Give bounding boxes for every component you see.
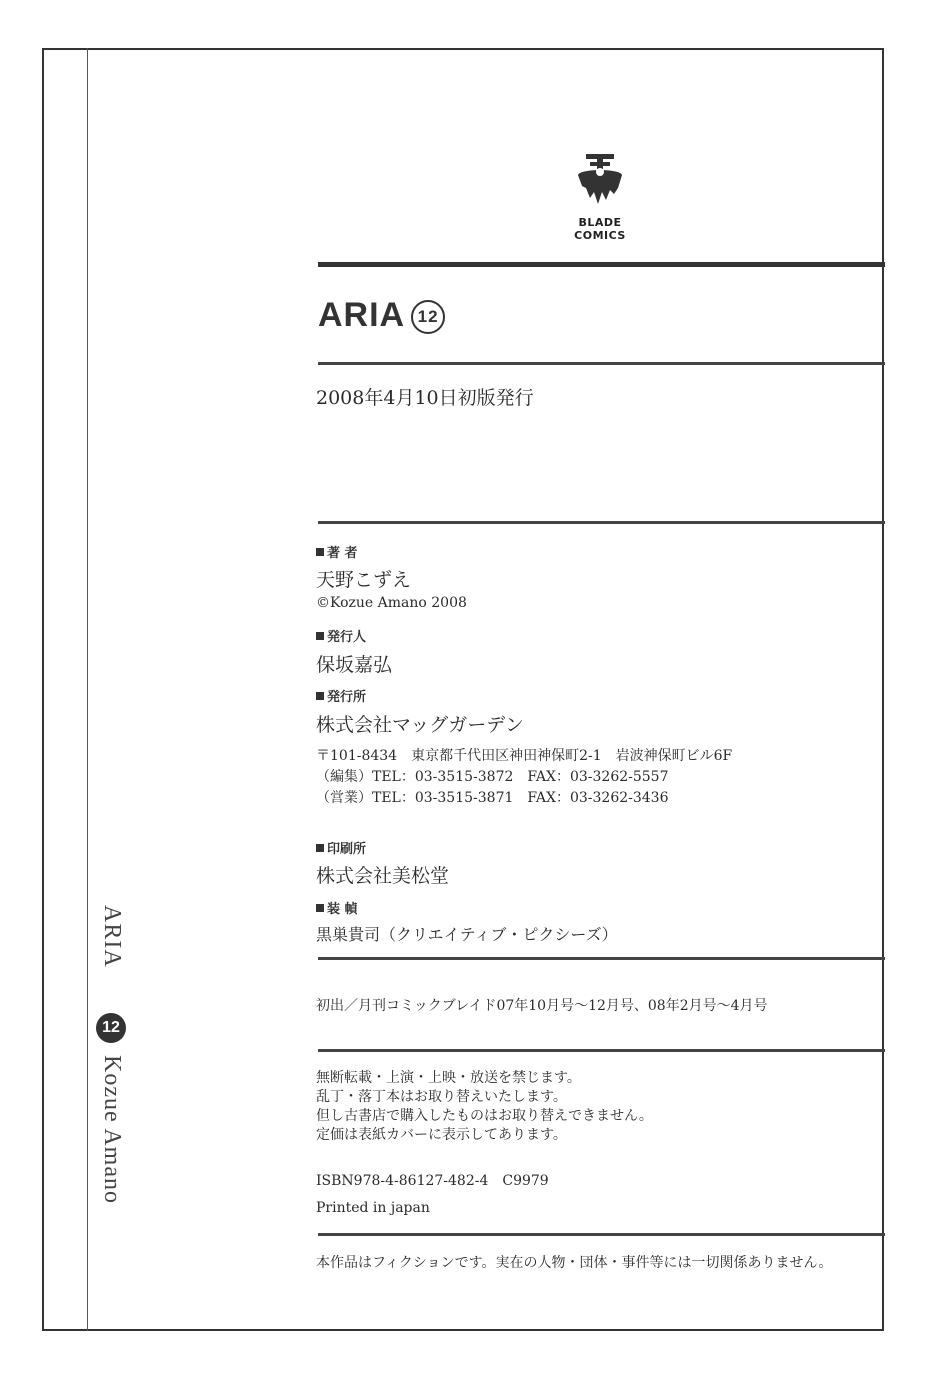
square-bullet-icon xyxy=(316,692,324,700)
square-bullet-icon xyxy=(316,548,324,556)
publisher-company-label: 発行所 xyxy=(316,686,366,705)
spine-author: Kozue Amano xyxy=(99,1055,125,1204)
square-bullet-icon xyxy=(316,904,324,912)
spine-volume-badge: 12 xyxy=(96,1013,126,1043)
design-name: 黒巣貴司（クリエイティブ・ピクシーズ） xyxy=(316,925,618,944)
square-bullet-icon xyxy=(316,632,324,640)
author-label: 著 者 xyxy=(316,542,358,561)
notice-line: 但し古書店で購入したものはお取り替えできません。 xyxy=(316,1108,653,1124)
rule-after-date xyxy=(318,521,885,524)
rule-after-credits xyxy=(318,957,885,960)
square-bullet-icon xyxy=(316,844,324,852)
design-label: 装 幀 xyxy=(316,898,358,917)
spine-title: ARIA xyxy=(99,905,125,968)
publisher-editorial-contact: （編集）TEL：03-3515-3872 FAX：03-3262-5557 xyxy=(316,769,669,785)
author-name: 天野こずえ xyxy=(316,569,412,591)
notice-line: 定価は表紙カバーに表示してあります。 xyxy=(316,1127,567,1143)
isbn: ISBN978-4-86127-482-4 C9979 xyxy=(316,1173,549,1189)
author-copyright: ©Kozue Amano 2008 xyxy=(316,595,467,611)
publisher-company-name: 株式会社マッグガーデン xyxy=(316,714,524,736)
book-title xyxy=(318,296,445,335)
rule-after-title xyxy=(318,362,885,365)
publisher-person-label: 発行人 xyxy=(316,626,366,645)
logo-text-line2: COMICS xyxy=(574,229,626,242)
printer-label: 印刷所 xyxy=(316,838,366,857)
notice-line: 無断転載・上演・上映・放送を禁じます。 xyxy=(316,1070,581,1086)
title-volume-badge: 12 xyxy=(411,300,445,334)
first-appearance: 初出／月刊コミックブレイド07年10月号～12月号、08年2月号～4月号 xyxy=(316,998,768,1014)
rule-after-first-appearance xyxy=(318,1049,885,1052)
publisher-address: 〒101-8434 東京都千代田区神田神保町2-1 岩波神保町ビル6F xyxy=(316,748,733,764)
fiction-notice: 本作品はフィクションです。実在の人物・団体・事件等には一切関係ありません。 xyxy=(316,1255,833,1271)
publisher-person-name: 保坂嘉弘 xyxy=(316,654,393,676)
spine xyxy=(96,905,136,1275)
printer-name: 株式会社美松堂 xyxy=(316,865,450,887)
printed-in: Printed in japan xyxy=(316,1200,430,1216)
spine-divider xyxy=(87,48,88,1331)
title-name: ARIA xyxy=(318,296,406,334)
notice-line: 乱丁・落丁本はお取り替えいたします。 xyxy=(316,1089,567,1105)
publisher-sales-contact: （営業）TEL：03-3515-3871 FAX：03-3262-3436 xyxy=(316,790,669,806)
rule-top xyxy=(318,262,885,267)
rule-before-fiction-notice xyxy=(318,1233,885,1236)
logo-text-line1: BLADE xyxy=(578,216,622,229)
publication-date: 2008年4月10日初版発行 xyxy=(316,387,534,409)
